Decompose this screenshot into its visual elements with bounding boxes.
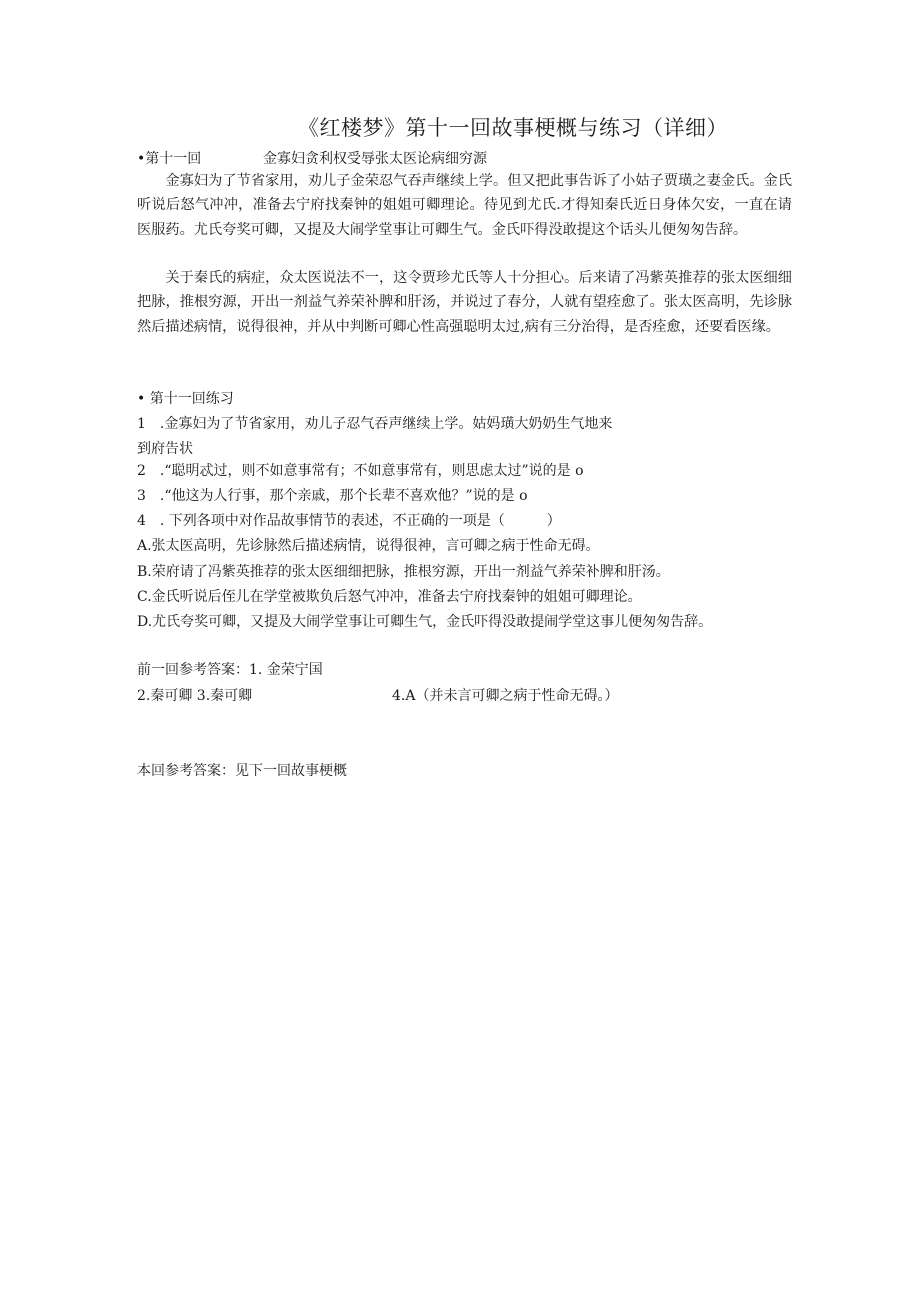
question-3: 3 .“他这为人行事，那个亲戚，那个长辈不喜欢他？”说的是 o <box>137 488 528 504</box>
prev-answers-line-1: 前一回参考答案：1. 金荣宁国 <box>137 662 323 678</box>
summary-paragraph-1: 金寡妇为了节省家用，劝儿子金荣忍气吞声继续上学。但又把此事告诉了小姑子贾璜之妻金氏。金氏听说后怒气冲冲，准备去宁府找秦钟的姐姐可卿理论。待见到尤氏.才得知秦氏近日身体欠安，一直在请医服药。尤氏夸奖可卿，又提及大闹学堂事让可卿生气。金氏吓得没敢提这个话头儿便匆匆告辞。 <box>137 173 792 238</box>
option-d: D.尤氏夸奖可卿，又提及大闹学堂事让可卿生气，金氏吓得没敢提闹学堂这事儿便匆匆告辞。 <box>137 614 713 630</box>
option-b: B.荣府请了冯紫英推荐的张太医细细把脉，推根穷源，开出一剂益气养荣补脾和肝汤。 <box>137 564 670 580</box>
chapter-heading <box>137 148 487 168</box>
chapter-label: •第十一回 <box>137 151 202 167</box>
summary-paragraph-2: 关于秦氏的病症，众太医说法不一，这令贾珍尤氏等人十分担心。后来请了冯紫英推荐的张太医细细把脉，推根穷源，开出一剂益气养荣补脾和肝汤，并说过了春分，人就有望痊愈了。张太医高明，先诊脉然后描述病情，说得很神，并从中判断可卿心性高强聪明太过,病有三分治得，是否痊愈，还要看医缘。 <box>137 270 792 335</box>
exercise-heading: • 第十一回练习 <box>137 391 234 407</box>
prev-answers-line-2-left: 2.秦可卿 3.秦可卿 <box>137 688 253 704</box>
prev-answers-line-2-right: 4.A（并未言可卿之病于性命无碍。） <box>392 688 619 704</box>
question-1-line-2: 到府告状 <box>137 441 193 457</box>
current-answers: 本回参考答案：见下一回故事梗概 <box>137 763 347 779</box>
option-a: A.张太医高明，先诊脉然后描述病情，说得很神，言可卿之病于性命无碍。 <box>137 538 600 554</box>
chapter-subtitle: 金寡妇贪利权受辱张太医论病细穷源 <box>263 151 487 167</box>
question-1-line-1: 1 .金寡妇为了节省家用，劝儿子忍气吞声继续上学。姑妈璜大奶奶生气地来 <box>137 416 613 432</box>
question-4: 4 . 下列各项中对作品故事情节的表述，不正确的一项是（ ） <box>137 513 561 529</box>
option-c: C.金氏听说后侄儿在学堂被欺负后怒气冲冲，准备去宁府找秦钟的姐姐可卿理论。 <box>137 589 642 605</box>
document-title: 《红楼梦》第十一回故事梗概与练习（详细） <box>298 116 728 140</box>
question-2: 2 .“聪明忒过，则不如意事常有；不如意事常有，则思虑太过”说的是 o <box>137 463 584 479</box>
